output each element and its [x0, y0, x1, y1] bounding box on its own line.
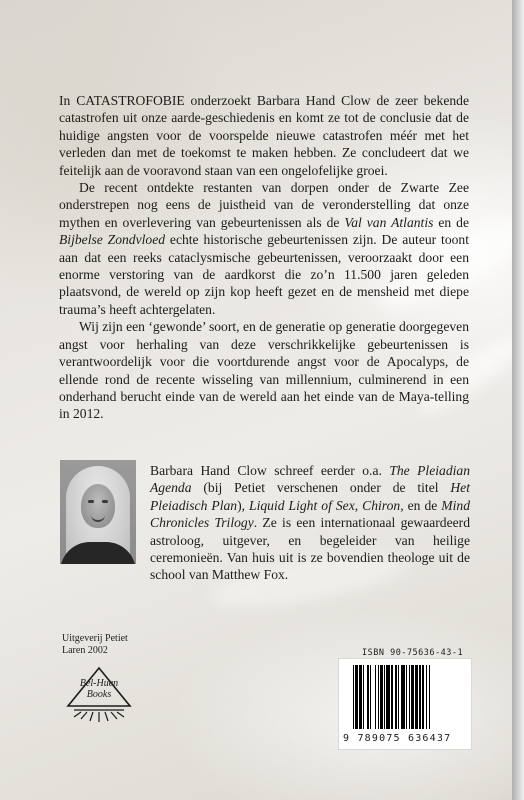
publisher-info — [62, 633, 142, 657]
ean13-barcode-icon — [338, 658, 472, 750]
title-mind-chronicles: Mind Chronicles Trilogy — [150, 497, 470, 531]
title-bijbelse-zondvloed: Bijbelse Zondvloed — [59, 232, 166, 248]
sun-pyramid-logo-icon — [66, 666, 132, 724]
bio-text-d: , — [354, 497, 363, 513]
blurb-p2-text-c: echte historische gebeurtenissen zijn. De auteur toont aan dat een reeks cataclysmische gebeurtenissen, veroorzaakt door een enorme verstoring van de aardkorst die zo’n 11.500 jaren geleden plaatsvond, de wereld op zijn kop heeft gezet en de mensheid met diepe trauma’s heeft achtergelaten. — [59, 232, 469, 317]
logo-text — [66, 678, 132, 700]
barcode-bars — [353, 665, 463, 733]
bio-text-e: , en de — [400, 497, 442, 513]
blurb-p3-text: Wij zijn een ‘gewonde’ soort, en de generatie op generatie doorgegeven angst voor herhaling van deze verschrikkelijke gebeurtenissen is verantwoordelijk voor die voortdurende angst voor de Apocalyps, de ellende rond de recente wisseling van millennium, culminerend in een onderhand berucht einde van de wereld aan het einde van de Maya-telling in 2012. — [59, 319, 469, 422]
blurb-p2-text-a: De recent ontdekte restanten van dorpen onder de Zwarte Zee onderstrepen nog eens de juistheid van de veronderstelling dat onze mythen en overlevering van gebeurtenissen als de — [59, 180, 469, 230]
publisher-place-year: Laren 2002 — [62, 645, 108, 656]
bio-text-c: ), — [237, 497, 250, 513]
author-eye — [88, 500, 94, 503]
blurb-p1-text: In CATASTROFOBIE onderzoekt Barbara Hand Clow de zeer bekende catastrofen uit onze aarde-geschiedenis en komt ze tot de conclusie dat de huidige angsten voor de voorspelde nieuwe catastrofen méér met het verleden dan met de toekomst te maken hebben. Ze concludeert dat we feitelijk aan de vooravond staan van een ongelofelijke groei. — [59, 93, 469, 178]
blurb-text — [59, 92, 469, 423]
title-pleiadisch-plan: Het Pleiadisch Plan — [150, 480, 470, 513]
isbn-label: ISBN 90-75636-43-1 — [362, 648, 464, 658]
bio-text-f: . Ze is een internationaal gewaardeerd astroloog, uitgever, en begeleider van heilige ceremonieën. Van huis uit is ze bovendien theologe uit de school van Matthew Fox. — [150, 515, 470, 583]
author-bio — [150, 462, 470, 584]
title-val-van-atlantis: Val van Atlantis — [344, 214, 434, 230]
author-eye — [102, 500, 108, 503]
title-pleiadian-agenda: The Pleiadian Agenda — [150, 463, 470, 496]
blurb-paragraph-2 — [59, 179, 469, 318]
logo-line-2: Books — [86, 689, 112, 700]
bio-text-a: Barbara Hand Clow schreef eerder o.a. — [150, 463, 390, 478]
barcode-bar — [429, 665, 430, 729]
title-chiron: Chiron — [362, 497, 401, 513]
barcode-digits: 9 789075 636437 — [343, 733, 452, 744]
blurb-paragraph-3 — [59, 318, 469, 422]
book-edge — [512, 0, 524, 800]
logo-line-1: Bel-Huen — [79, 678, 119, 689]
publisher-name: Uitgeverij Petiet — [62, 633, 128, 644]
author-portrait-icon — [60, 460, 136, 564]
blurb-p2-text-b: en de — [433, 214, 469, 230]
bio-text-b: (bij Petiet verschenen onder de titel — [191, 480, 451, 496]
blurb-paragraph-1 — [59, 92, 469, 179]
title-liquid-light: Liquid Light of Sex — [249, 497, 355, 513]
